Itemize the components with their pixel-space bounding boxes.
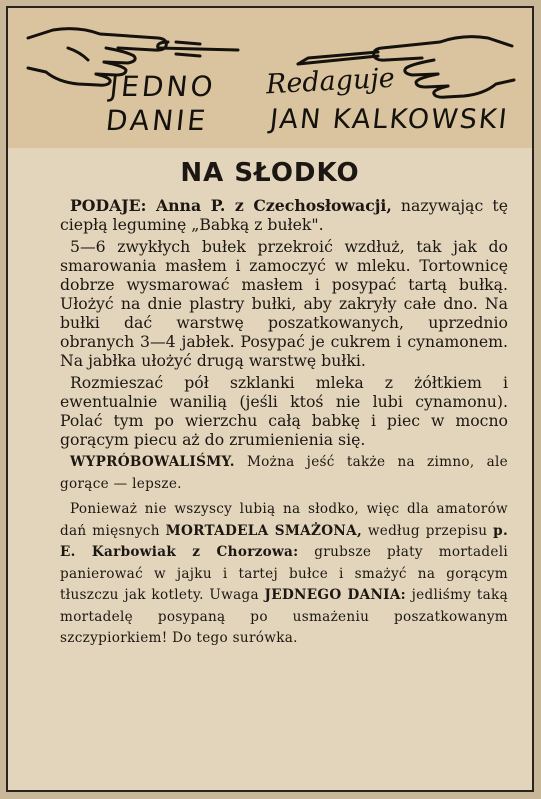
bonus-text: grubsze płaty mortadeli panierować w jajku i tartej bułce i smażyć na gorącym tłuszczu jak kotlety. Uwaga — [60, 544, 508, 603]
article-paragraph — [60, 196, 508, 234]
article-paragraph — [60, 237, 508, 370]
masthead-editor-word: Redaguje — [265, 62, 396, 101]
tested-label: WYPRÓBOWALIŚMY. — [70, 454, 235, 470]
dish-name: MORTADELA SMAŻONA, — [165, 522, 362, 539]
column-name: JEDNEGO DANIA: — [264, 587, 406, 603]
paragraph-text: 5—6 zwykłych bułek przekroić wzdłuż, tak jak do smarowania masłem i zamoczyć w mleku. Tortownicę dobrze wysmarować masłem i posypać tartą bułką. Ułożyć na dnie plastry bułki, aby zakryły całe dno. Na bułki dać warstwę poszatkowanych, uprzednio obranych 3—4 jabłek. Posypać je cukrem i cynamonem. Na jabłka ułożyć drugą warstwę bułki. — [60, 237, 508, 370]
bonus-text: jedliśmy taką mortadelę posypaną po usmażeniu poszatkowanym szczypiorkiem! Do tego surówka. — [60, 587, 508, 646]
article-paragraph — [60, 373, 508, 449]
masthead — [8, 8, 532, 148]
paragraph-text: Rozmieszać pół szklanki mleka z żółtkiem i ewentualnie wanilią (jeśli ktoś nie lubi cynamonu). Polać tym po wierzchu całą babkę i piec w mocno gorącym piecu aż do zrumienienia się. — [60, 373, 508, 449]
recipe-source: p. E. Karbowiak z Chorzowa: — [60, 522, 508, 560]
bonus-text: Ponieważ nie wszyscy lubią na słodko, więc dla amatorów dań mięsnych — [60, 501, 508, 539]
article-heading: NA SŁODKO — [180, 158, 360, 188]
newspaper-clipping — [6, 6, 534, 792]
masthead-editor-name: JAN KALKOWSKI — [268, 104, 511, 135]
editorial-notes — [60, 452, 508, 650]
paragraph-text: nazywając tę ciepłą leguminę „Babką z bułek". — [60, 196, 508, 234]
bonus-text: według przepisu — [361, 522, 494, 539]
tested-note — [60, 452, 508, 495]
article-body — [60, 196, 508, 654]
bonus-recipe — [60, 499, 508, 650]
source-credit: PODAJE: Anna P. z Czechosłowacji, — [70, 196, 392, 215]
masthead-title-line2: DANIE — [104, 104, 210, 137]
masthead-title-line1: JEDNO — [108, 70, 218, 103]
tested-text: Można jeść także na zimno, ale gorące — lepsze. — [60, 454, 508, 492]
